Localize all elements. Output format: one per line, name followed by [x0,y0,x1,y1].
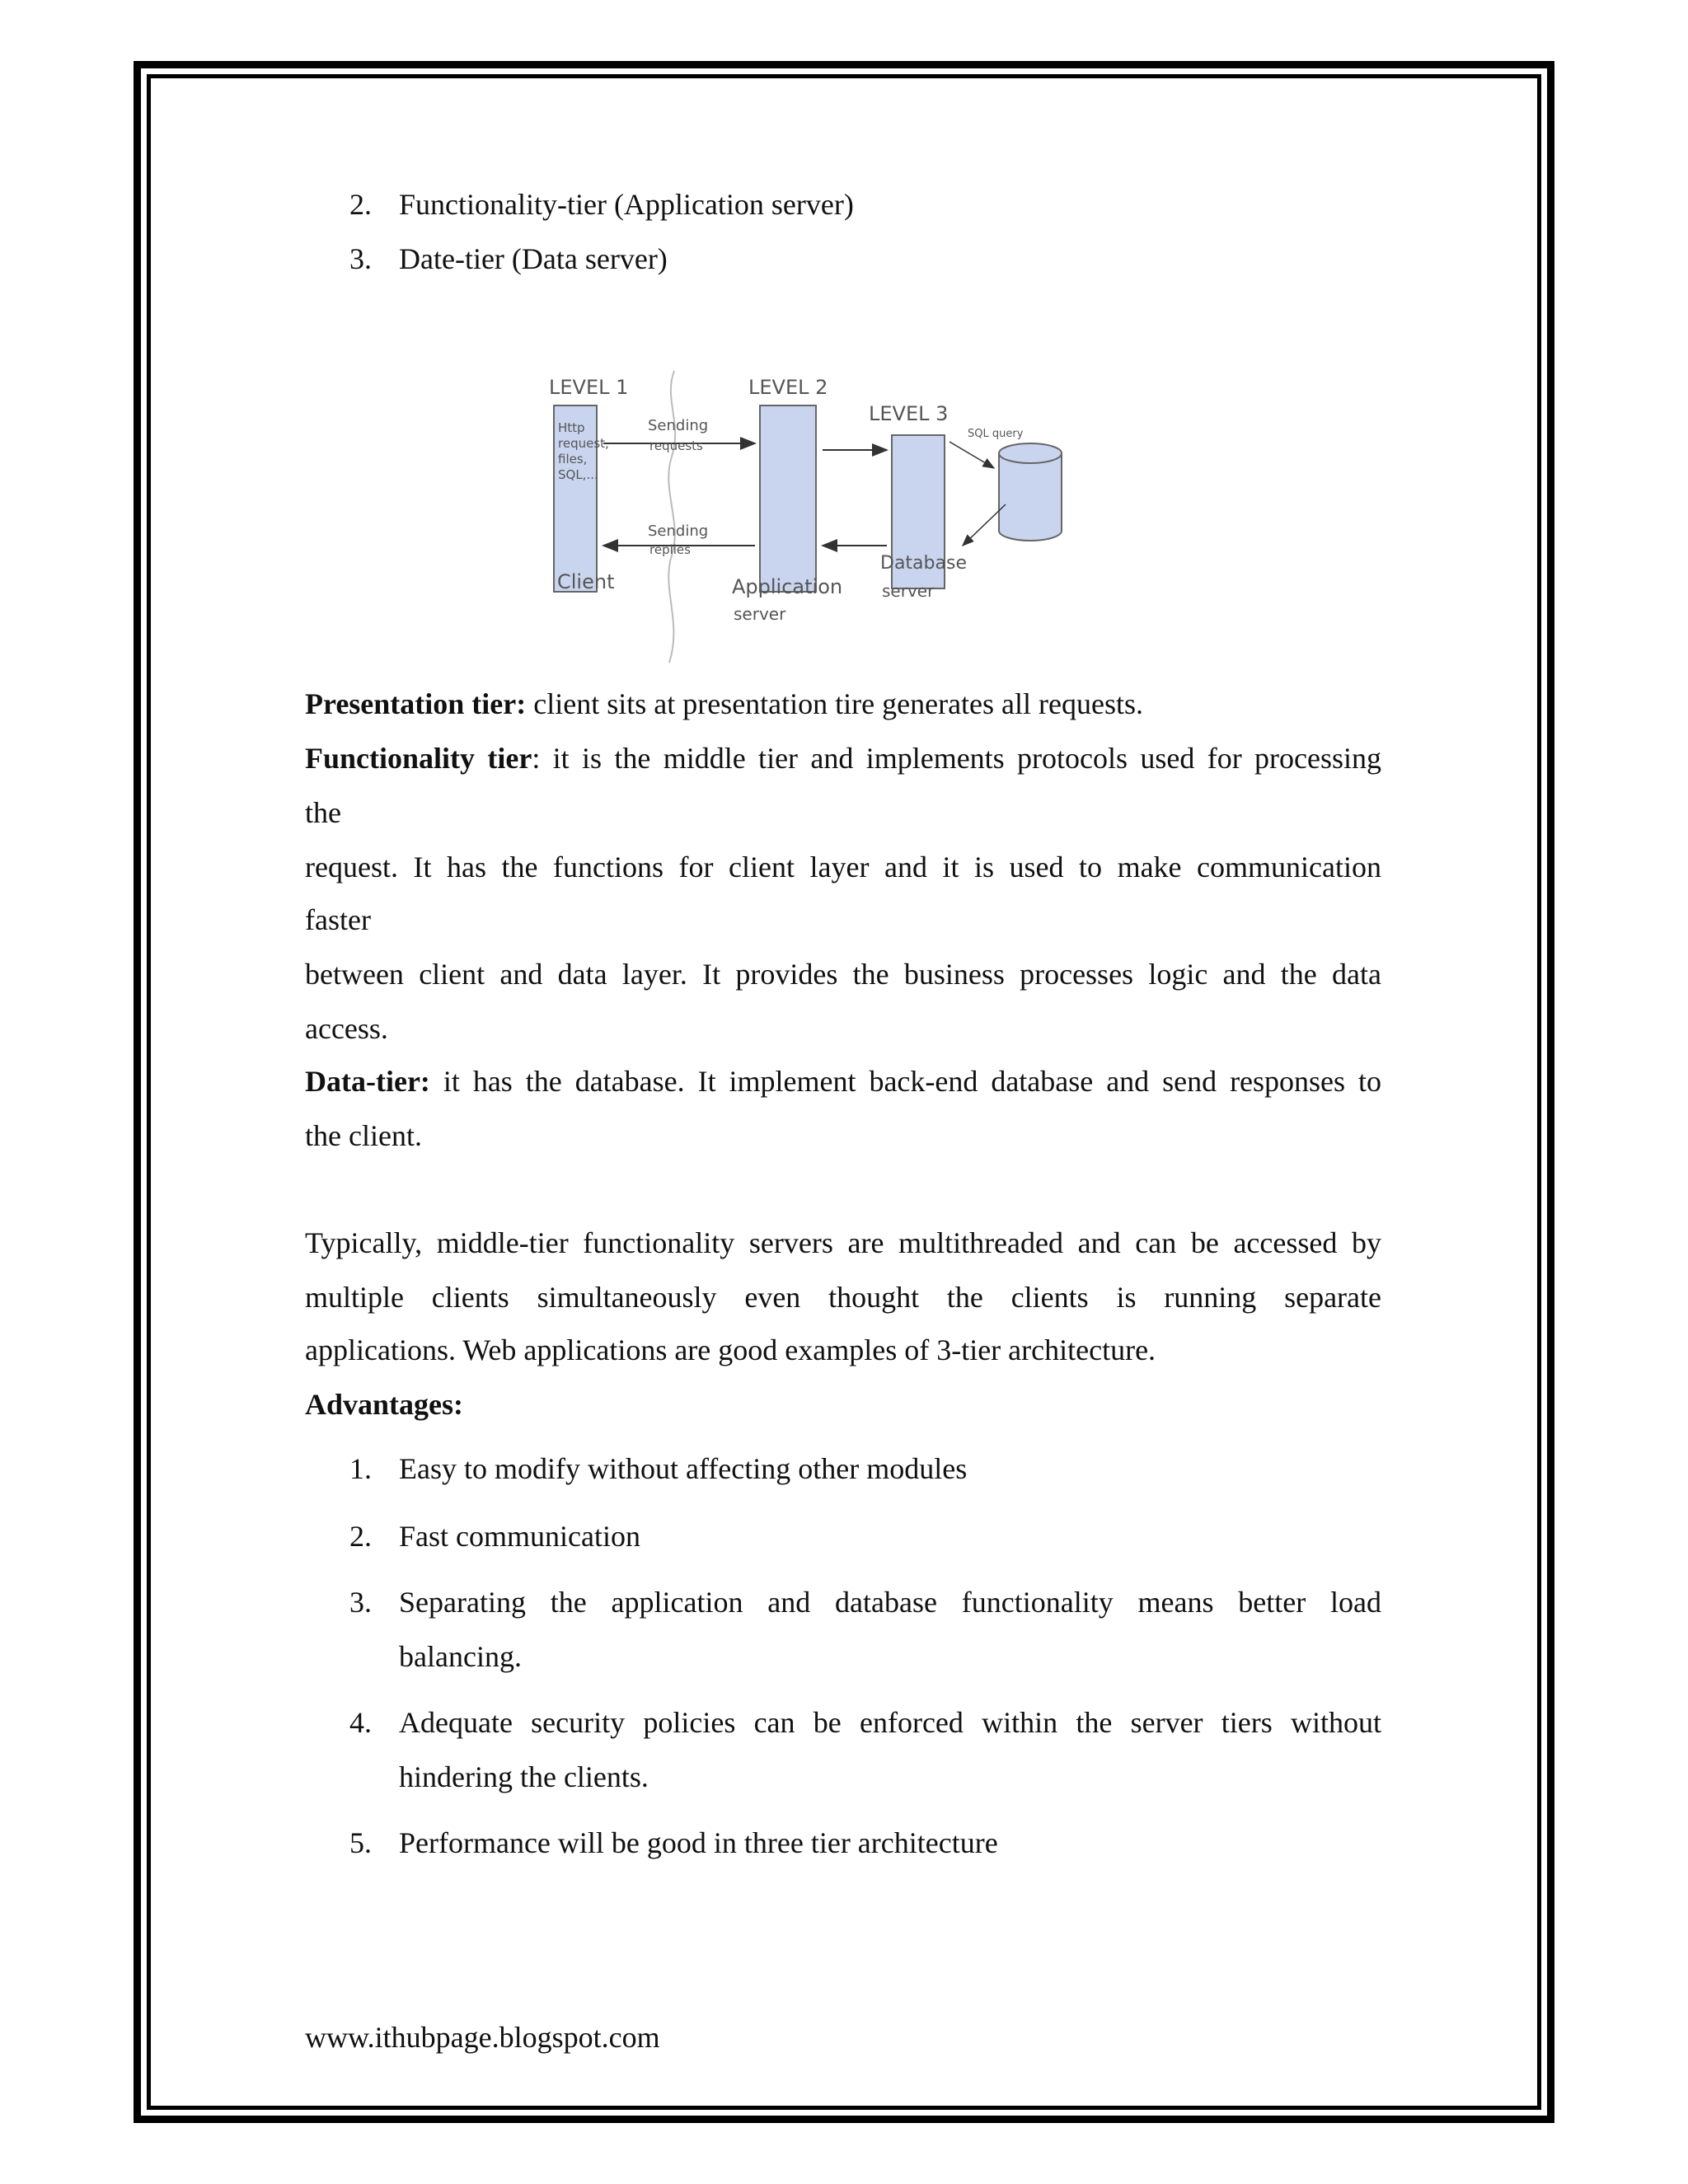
functionality-line: request. It has the functions for client layer and it is used to make communication [305,851,1381,883]
advantages-heading: Advantages: [305,1388,464,1421]
tier-separator-line [668,371,675,663]
functionality-line: between client and data layer. It provides the business processes logic and the data [305,958,1381,991]
client-box-text: SQL,... [558,467,598,482]
footer-url: www.ithubpage.blogspot.com [305,2021,660,2054]
datatier-text: it has the database. It implement back-end database and send responses to [429,1065,1381,1098]
functionality-line: faster [305,903,371,936]
database-server-label: server [882,581,935,601]
level3-label: LEVEL 3 [869,402,949,425]
typically-line: multiple clients simultaneously even thought the clients is running separate [305,1281,1381,1314]
client-box-text: Http [558,420,585,435]
presentation-text: client sits at presentation tire generates all requests. [526,687,1143,720]
sending-replies-label: replies [649,542,691,557]
functionality-text: : it is the middle tier and implements protocols used for processing [532,742,1382,775]
database-server-label: Database [880,553,967,574]
three-tier-diagram [536,366,1088,668]
datatier-line: the client. [305,1119,422,1152]
typically-line: Typically, middle-tier functionality servers are multithreaded and can be accessed by [305,1226,1381,1259]
application-server-box [760,405,816,592]
application-server-label: Application [732,575,843,598]
client-box-text: request, [558,436,609,451]
list-item: Functionality-tier (Application server) [399,188,854,221]
presentation-term: Presentation tier: [305,687,527,720]
sql-query-label: SQL query [968,428,1024,440]
sending-requests-label: requests [649,438,703,453]
list-item: Easy to modify without affecting other modules [399,1452,968,1485]
list-item: Performance will be good in three tier architecture [399,1826,998,1859]
datatier-line [305,1063,1381,1099]
sql-query-arrow [950,442,994,468]
sending-replies-label: Sending [648,523,709,540]
list-item: Fast communication [399,1520,640,1553]
list-item-continued: balancing. [399,1640,522,1673]
functionality-line: access. [305,1012,388,1045]
functionality-term: Functionality tier [305,742,532,775]
client-label: Client [557,570,615,593]
list-item: Separating the application and database functionality means better load [399,1586,1381,1619]
client-box-text: files, [558,452,588,466]
level2-label: LEVEL 2 [748,376,828,399]
list-number: 4. [349,1706,372,1739]
list-item: Date-tier (Data server) [399,242,668,275]
database-cylinder-icon [999,443,1062,541]
datatier-term: Data-tier: [305,1065,430,1098]
functionality-line: the [305,796,341,829]
list-number: 2. [349,1520,372,1553]
application-server-label: server [734,604,786,624]
list-number: 2. [349,188,372,221]
list-item: Adequate security policies can be enforced within the server tiers without [399,1706,1381,1739]
level1-label: LEVEL 1 [549,376,629,399]
presentation-paragraph [305,686,1143,722]
typically-line: applications. Web applications are good examples of 3-tier architecture. [305,1333,1156,1366]
list-item-continued: hindering the clients. [399,1760,649,1793]
list-number: 5. [349,1826,372,1859]
list-number: 3. [349,1586,372,1619]
list-number: 3. [349,242,372,275]
list-number: 1. [349,1452,372,1485]
functionality-line [305,740,1381,776]
sending-requests-label: Sending [648,417,709,434]
